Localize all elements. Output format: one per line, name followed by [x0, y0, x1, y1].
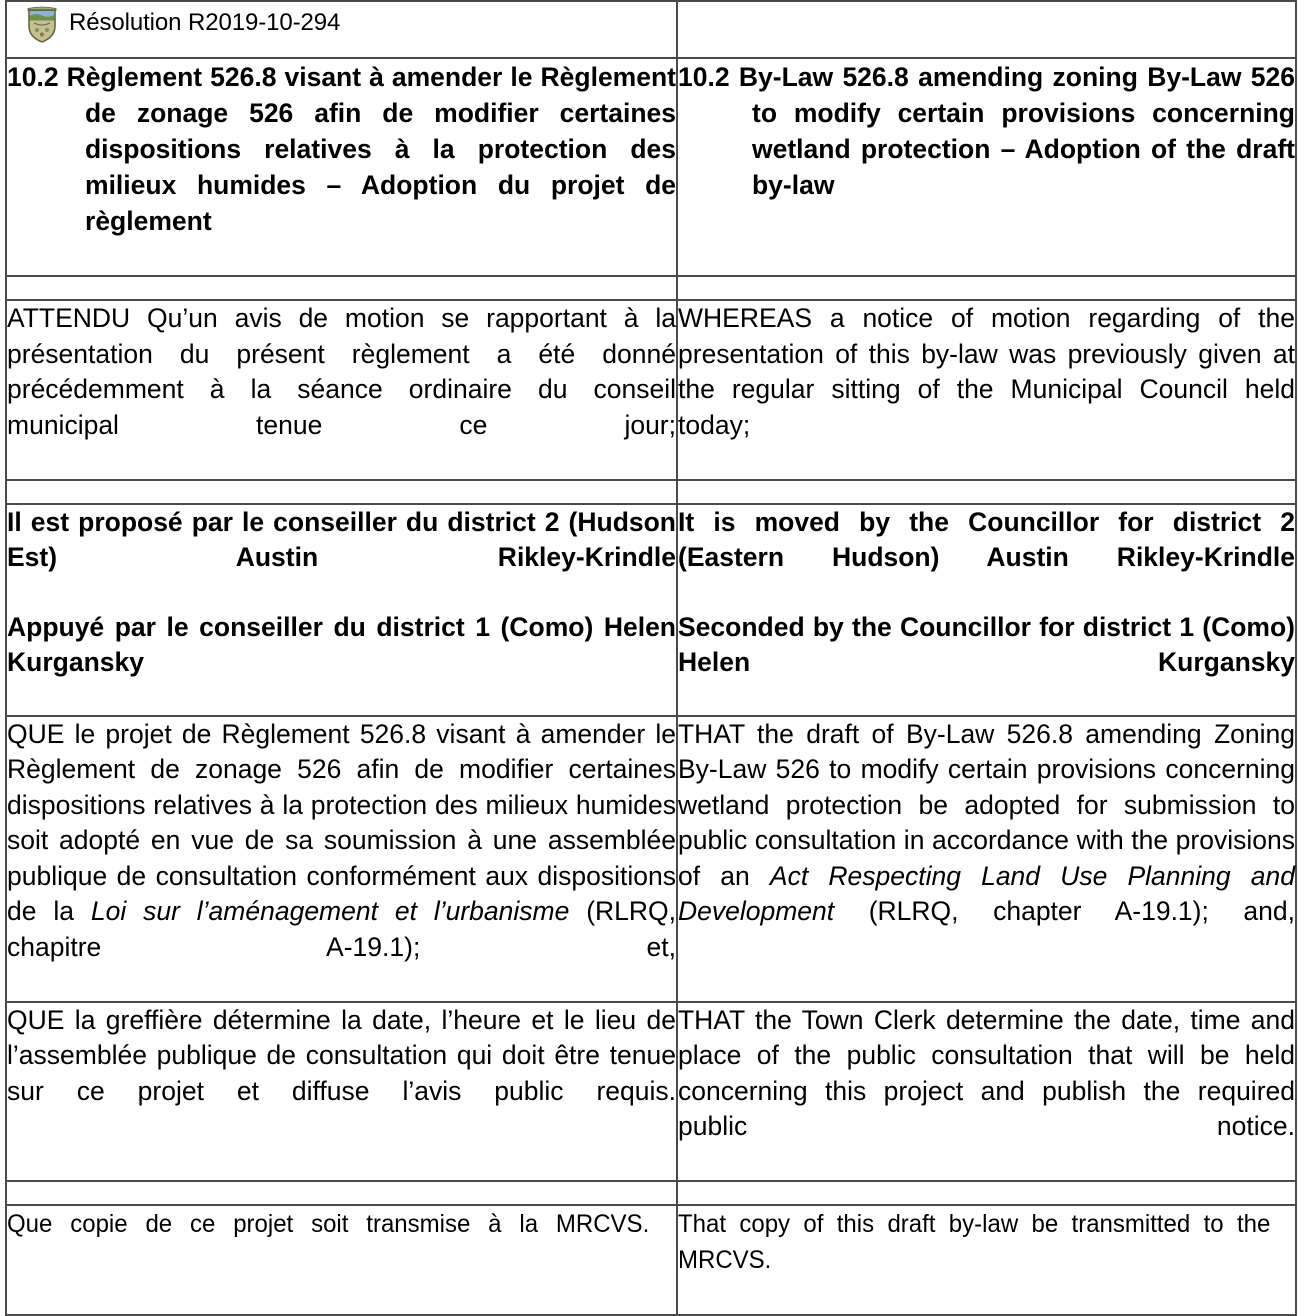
that-draft-french-part2: (RLRQ, chapitre A-19.1); et, — [7, 896, 677, 962]
title-cell-french — [6, 58, 677, 276]
town-clerk-cell-french — [6, 1002, 677, 1182]
resolution-number-label: Résolution R2019-10-294 — [69, 9, 341, 36]
that-draft-english-part2: (RLRQ, chapter A-19.1); and, — [834, 896, 1295, 926]
that-draft-cell-french — [6, 716, 677, 1002]
motion-seconder-french: Appuyé par le conseiller du district 1 (Como) Helen Kurgansky — [7, 611, 676, 677]
mrcvs-text-english: That copy of this draft by-law be transmitted to the MRCVS. — [678, 1210, 1271, 1274]
spacer-cell-english — [677, 480, 1296, 504]
table-row-title — [6, 58, 1296, 276]
header-cell-french — [6, 1, 677, 58]
title-cell-english — [677, 58, 1296, 276]
mrcvs-text-french: Que copie de ce projet soit transmise à la MRCVS. — [7, 1210, 650, 1238]
title-text-english: 10.2 By-Law 526.8 amending zoning By-Law 526 to modify certain provisions concerning wetland protection – Adoption of the draft by-law — [678, 62, 1295, 200]
hudson-town-crest-icon — [25, 2, 59, 44]
motion-cell-french — [6, 504, 677, 716]
that-draft-text-english — [678, 717, 1295, 966]
that-draft-french-part1: QUE le projet de Règlement 526.8 visant à amender le Règlement de zonage 526 afin de modifier certaines dispositions relatives à la protection des milieux humides soit adopté en vue de sa soumission à une assemblée publique de consultation conformément aux dispositions de la — [7, 718, 676, 926]
whereas-cell-english — [677, 300, 1296, 480]
mrcvs-cell-french — [6, 1205, 677, 1315]
motion-seconder-english: Seconded by the Councillor for district 1 (Como) Helen Kurgansky — [678, 611, 1295, 677]
table-row-mrcvs — [6, 1205, 1296, 1315]
motion-proposer-english: It is moved by the Councillor for district 2 (Eastern Hudson) Austin Rikley-Krindle — [678, 506, 1295, 572]
motion-cell-english — [677, 504, 1296, 716]
table-row-town-clerk — [6, 1002, 1296, 1182]
whereas-text-english: WHEREAS a notice of motion regarding of the presentation of this by-law was previously given at the regular sitting of the Municipal Council held today; — [678, 303, 1295, 440]
table-row-header — [6, 1, 1296, 58]
table-row-motion — [6, 504, 1296, 716]
mrcvs-cell-english — [677, 1205, 1296, 1315]
spacer-cell-french — [6, 480, 677, 504]
that-draft-text-french — [7, 717, 676, 1001]
town-clerk-cell-english — [677, 1002, 1296, 1182]
that-draft-cell-english — [677, 716, 1296, 1002]
spacer-cell-french — [6, 276, 677, 300]
table-row-spacer — [6, 276, 1296, 300]
whereas-cell-french — [6, 300, 677, 480]
law-title-french: Loi sur l’aménagement et l’urbanisme — [90, 896, 570, 926]
town-clerk-text-english: THAT the Town Clerk determine the date, time and place of the public consultation that will be held concerning this project and publish the required public notice. — [678, 1004, 1295, 1141]
law-title-english: Act Respecting Land Use Planning and Development — [678, 860, 1295, 926]
town-clerk-text-french: QUE la greffière détermine la date, l’heure et le lieu de l’assemblée publique de consultation qui doit être tenue sur ce projet et diffuse l’avis public requis. — [7, 1004, 676, 1106]
bilingual-resolution-table — [5, 0, 1297, 1316]
motion-proposer-french: Il est proposé par le conseiller du district 2 (Hudson Est) Austin Rikley-Krindle — [7, 506, 676, 572]
header-cell-english — [677, 1, 1296, 58]
whereas-text-french: ATTENDU Qu’un avis de motion se rapportant à la présentation du présent règlement a été donné précédemment à la séance ordinaire du conseil municipal tenue ce jour; — [7, 303, 676, 440]
table-row-spacer — [6, 1181, 1296, 1205]
spacer-cell-english — [677, 276, 1296, 300]
table-row-spacer — [6, 480, 1296, 504]
table-row-that-draft — [6, 716, 1296, 1002]
spacer-cell-french — [6, 1181, 677, 1205]
title-text-french: 10.2 Règlement 526.8 visant à amender le Règlement de zonage 526 afin de modifier certaines dispositions relatives à la protection des milieux humides – Adoption du projet de règlement — [7, 62, 676, 236]
that-draft-english-part1: THAT the draft of By-Law 526.8 amending Zoning By-Law 526 to modify certain provisions concerning wetland protection be adopted for submission to public consultation in accordance with the provisions of an — [678, 718, 1295, 891]
table-row-whereas — [6, 300, 1296, 480]
spacer-cell-english — [677, 1181, 1296, 1205]
